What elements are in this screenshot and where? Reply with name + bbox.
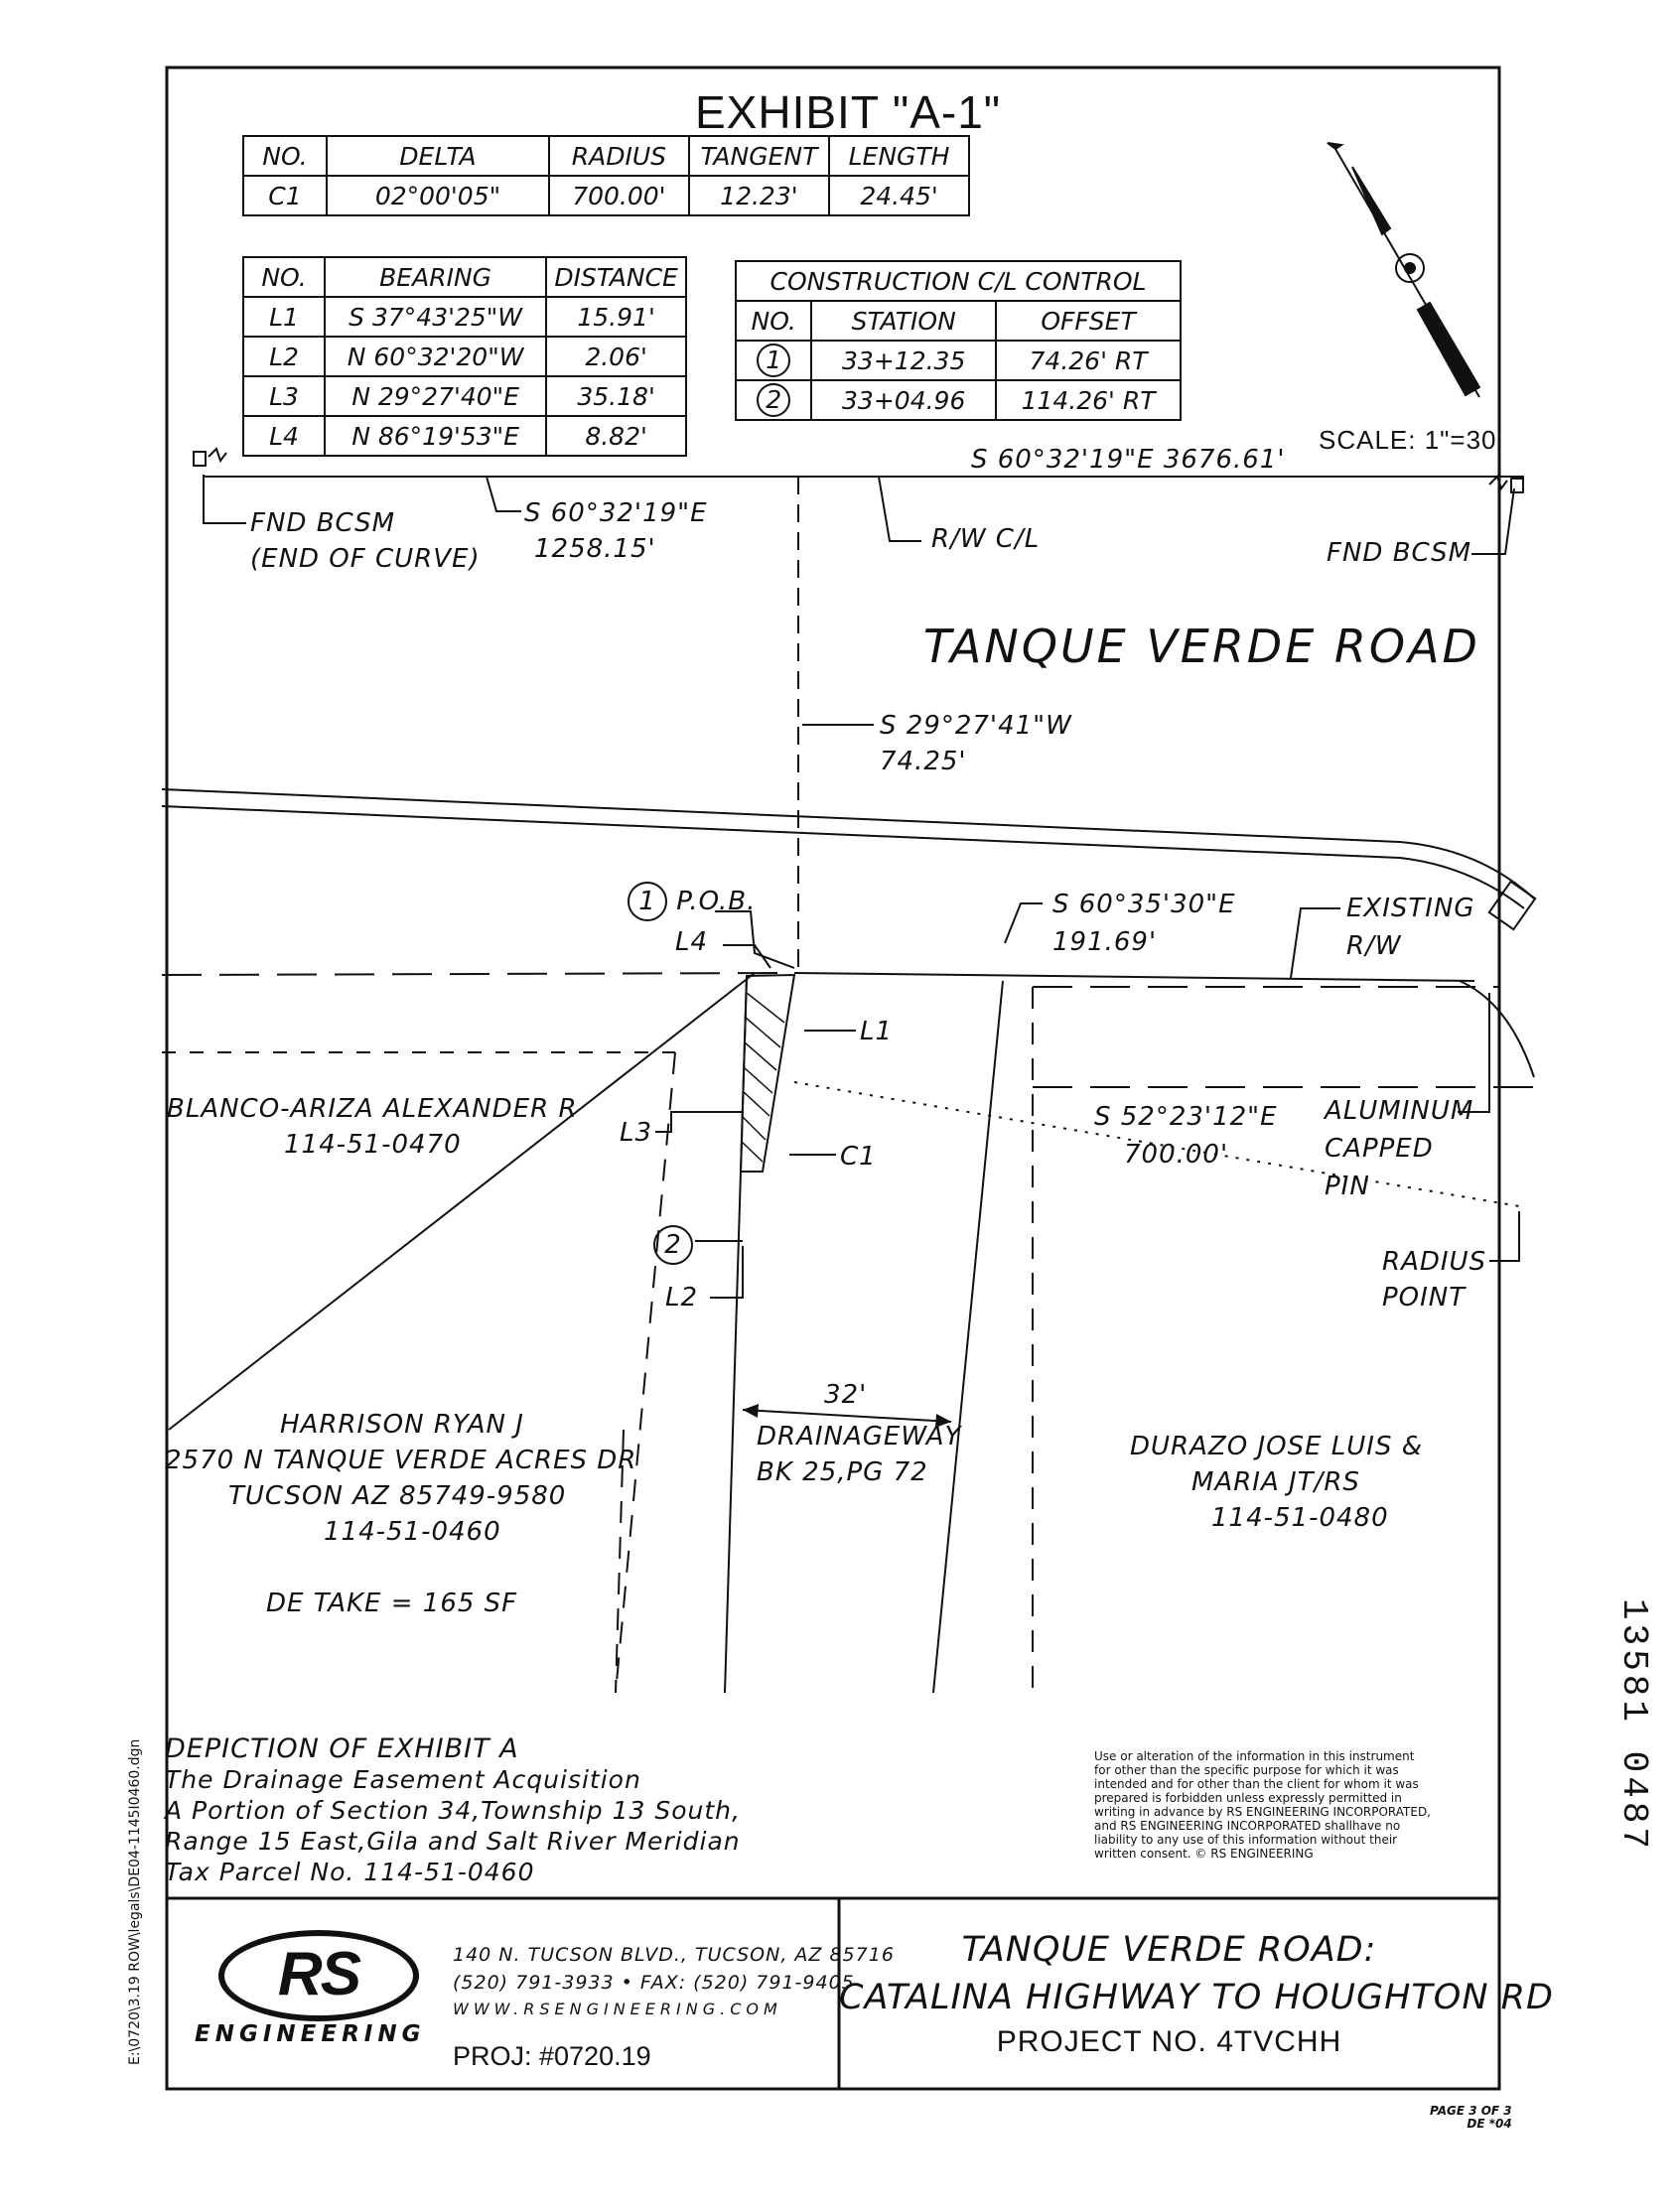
blanco-parcel: 114-51-0470 bbox=[284, 1130, 462, 1160]
control-title: CONSTRUCTION C/L CONTROL bbox=[736, 261, 1181, 301]
project-code: PROJECT NO. 4TVCHH bbox=[996, 2025, 1342, 2058]
pob-label: P.O.B. bbox=[676, 887, 757, 916]
take-area-label: DE TAKE = 165 SF bbox=[266, 1589, 518, 1618]
l4-label: L4 bbox=[675, 927, 709, 957]
harrison-city: TUCSON AZ 85749-9580 bbox=[228, 1481, 567, 1511]
l2-label: L2 bbox=[665, 1283, 699, 1313]
drainage-width: 32' bbox=[824, 1380, 868, 1410]
curve-table bbox=[242, 135, 970, 216]
end-of-curve: (END OF CURVE) bbox=[250, 544, 481, 574]
project-limits: CATALINA HIGHWAY TO HOUGHTON RD bbox=[839, 1978, 1554, 2017]
aluminum-1: ALUMINUM bbox=[1325, 1096, 1474, 1126]
seg-bearing: S 60°32'19"E bbox=[524, 498, 708, 528]
harrison-parcel: 114-51-0460 bbox=[324, 1517, 501, 1547]
line-header-no: NO. bbox=[243, 257, 325, 297]
offset-distance: 74.25' bbox=[880, 747, 967, 776]
pob-marker bbox=[628, 882, 756, 921]
recording-stamp: 13581 0487 bbox=[1613, 1598, 1654, 1854]
durazo-owner-2: MARIA JT/RS bbox=[1191, 1467, 1360, 1497]
road-edge-lower bbox=[162, 806, 1524, 908]
monument-right-icon bbox=[1489, 477, 1523, 492]
seg-distance: 1258.15' bbox=[534, 534, 656, 564]
harrison-address: 2570 N TANQUE VERDE ACRES DR bbox=[165, 1446, 637, 1475]
table-row: L2 N 60°32'20"W 2.06' bbox=[243, 337, 686, 376]
road-name: TANQUE VERDE ROAD bbox=[923, 620, 1480, 673]
existing-rw-1: EXISTING bbox=[1346, 894, 1475, 923]
l3-label: L3 bbox=[620, 1118, 653, 1148]
drainageway-book: BK 25,PG 72 bbox=[757, 1457, 928, 1487]
radial-bearing: S 52°23'12"E bbox=[1094, 1102, 1278, 1132]
logo-letters: RS bbox=[277, 1940, 360, 2008]
road-edge-upper bbox=[162, 789, 1534, 899]
project-road: TANQUE VERDE ROAD: bbox=[961, 1930, 1377, 1970]
project-number-label: PROJ: #0720.19 bbox=[453, 2041, 651, 2071]
aluminum-3: PIN bbox=[1325, 1172, 1370, 1201]
company-phone: (520) 791-3933 • FAX: (520) 791-9405 bbox=[453, 1972, 855, 1994]
file-path: E:\0720\3.19 ROW\legals\DE04-1145I0460.dgn bbox=[127, 1738, 143, 2065]
table-row: 1 33+12.35 74.26' RT bbox=[736, 341, 1181, 380]
line-header-bearing: BEARING bbox=[325, 257, 546, 297]
offset-bearing: S 29°27'41"W bbox=[880, 711, 1072, 741]
radius-point-1: RADIUS bbox=[1382, 1247, 1487, 1277]
table-row: L4 N 86°19'53"E 8.82' bbox=[243, 416, 686, 456]
aluminum-2: CAPPED bbox=[1325, 1134, 1434, 1164]
radial-distance: 700.00' bbox=[1124, 1140, 1229, 1170]
company-name: ENGINEERING bbox=[195, 2021, 426, 2047]
control-header-station: STATION bbox=[811, 301, 996, 341]
durazo-owner: DURAZO JOSE LUIS & bbox=[1130, 1432, 1423, 1461]
pob-number: 1 bbox=[628, 882, 667, 921]
scale-label: SCALE: 1"=30' bbox=[1319, 425, 1503, 455]
drainage-east bbox=[933, 981, 1003, 1693]
curve-header-no: NO. bbox=[243, 136, 327, 176]
page-number: PAGE 3 OF 3 DE *04 bbox=[1430, 2104, 1512, 2131]
rs-logo bbox=[218, 1930, 419, 2021]
table-row: 2 33+04.96 114.26' RT bbox=[736, 380, 1181, 420]
description-title: DEPICTION OF EXHIBIT A bbox=[165, 1733, 519, 1764]
north-arrow-icon bbox=[1328, 143, 1479, 397]
company-address: 140 N. TUCSON BLVD., TUCSON, AZ 85716 bbox=[453, 1944, 895, 1966]
monument-left-icon bbox=[194, 449, 226, 466]
control-point-2: 2 bbox=[653, 1225, 693, 1265]
fnd-bcsm-right: FND BCSM bbox=[1327, 538, 1472, 568]
line-table bbox=[242, 256, 687, 457]
control-header-offset: OFFSET bbox=[996, 301, 1181, 341]
curve-header-tangent: TANGENT bbox=[689, 136, 829, 176]
blanco-owner: BLANCO-ARIZA ALEXANDER R bbox=[167, 1094, 578, 1124]
take-area bbox=[741, 975, 794, 1172]
disclaimer: Use or alteration of the information in this instrument for other than the specific purpose for which it was intended and for other than the client for whom it was prepared is forbidden unless expressly permitted in writing in advance by RS ENGINEERING INCORPORATED, and RS ENGINEERING INCORPORATED shallhave no liability to any use of this information without their written consent. © RS ENGINEERING bbox=[1094, 1749, 1431, 1861]
harrison-owner: HARRISON RYAN J bbox=[280, 1410, 524, 1440]
existing-distance: 191.69' bbox=[1052, 927, 1158, 957]
control-header-no: NO. bbox=[736, 301, 811, 341]
l1-label: L1 bbox=[860, 1017, 894, 1046]
radius-point-2: POINT bbox=[1382, 1283, 1467, 1313]
company-web: WWW.RSENGINEERING.COM bbox=[453, 2000, 782, 2018]
exhibit-title: EXHIBIT "A-1" bbox=[695, 86, 1002, 138]
curve-header-radius: RADIUS bbox=[549, 136, 689, 176]
fnd-bcsm-left: FND BCSM bbox=[250, 508, 396, 538]
rw-bearing-label: S 60°32'19"E 3676.61' bbox=[971, 445, 1286, 475]
rw-cl-label: R/W C/L bbox=[931, 524, 1041, 554]
c1-label: C1 bbox=[840, 1142, 877, 1172]
drainageway-label: DRAINAGEWAY bbox=[757, 1422, 962, 1452]
project-title bbox=[839, 1926, 1554, 2063]
line-header-distance: DISTANCE bbox=[546, 257, 686, 297]
existing-bearing: S 60°35'30"E bbox=[1052, 890, 1236, 919]
curve-header-length: LENGTH bbox=[829, 136, 969, 176]
table-row: C1 02°00'05" 700.00' 12.23' 24.45' bbox=[243, 176, 969, 215]
table-row: L1 S 37°43'25"W 15.91' bbox=[243, 297, 686, 337]
table-row: L3 N 29°27'40"E 35.18' bbox=[243, 376, 686, 416]
legal-description: DEPICTION OF EXHIBIT A The Drainage Easement Acquisition A Portion of Section 34,Township 13 South, Range 15 East,Gila and Salt River Meridian Tax Parcel No. 114-51-0460 bbox=[165, 1733, 741, 1886]
existing-rw-2: R/W bbox=[1346, 931, 1402, 961]
curve-header-delta: DELTA bbox=[327, 136, 549, 176]
control-table bbox=[735, 260, 1182, 421]
durazo-parcel: 114-51-0480 bbox=[1211, 1503, 1389, 1533]
